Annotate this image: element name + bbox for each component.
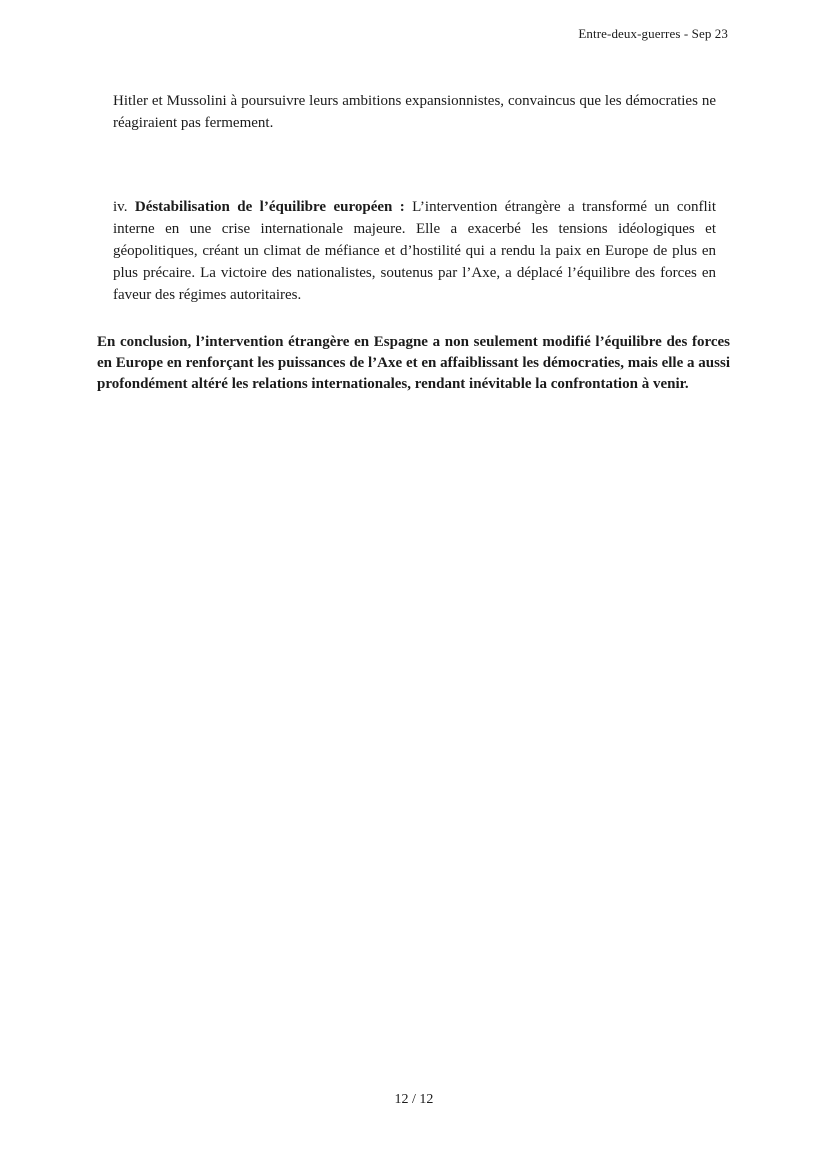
paragraph-continuation: Hitler et Mussolini à poursuivre leurs ambitions expansionnistes, convaincus que les démocraties ne réagiraient pas fermement. [113, 93, 716, 131]
running-header: Entre-deux-guerres - Sep 23 [578, 26, 728, 41]
list-item-marker: iv. [113, 199, 135, 215]
conclusion-paragraph: En conclusion, l’intervention étrangère en Espagne a non seulement modifié l’équilibre des forces en Europe en renforçant les puissances de l’Axe et en affaiblissant les démocraties, mais elle a aussi profondément altéré les relations internationales, rendant inévitable la confrontation à venir. [97, 334, 730, 392]
list-item-bold-lead: Déstabilisation de l’équilibre européen : [134, 199, 405, 215]
page-footer [0, 1092, 828, 1108]
list-item-text: L’intervention étrangère a transformé un conflit interne en une crise internationale majeure. Elle a exacerbé les tensions idéologiques et géopolitiques, créant un climat de méfiance et d’hostilité qui a rendu la paix en Europe de plus en plus précaire. La victoire des nationalistes, soutenus par l’Axe, a déplacé l’équilibre des forces en faveur des régimes autoritaires. [113, 199, 716, 303]
page-number: 12 / 12 [394, 1092, 434, 1107]
list-item-iv [113, 196, 716, 306]
